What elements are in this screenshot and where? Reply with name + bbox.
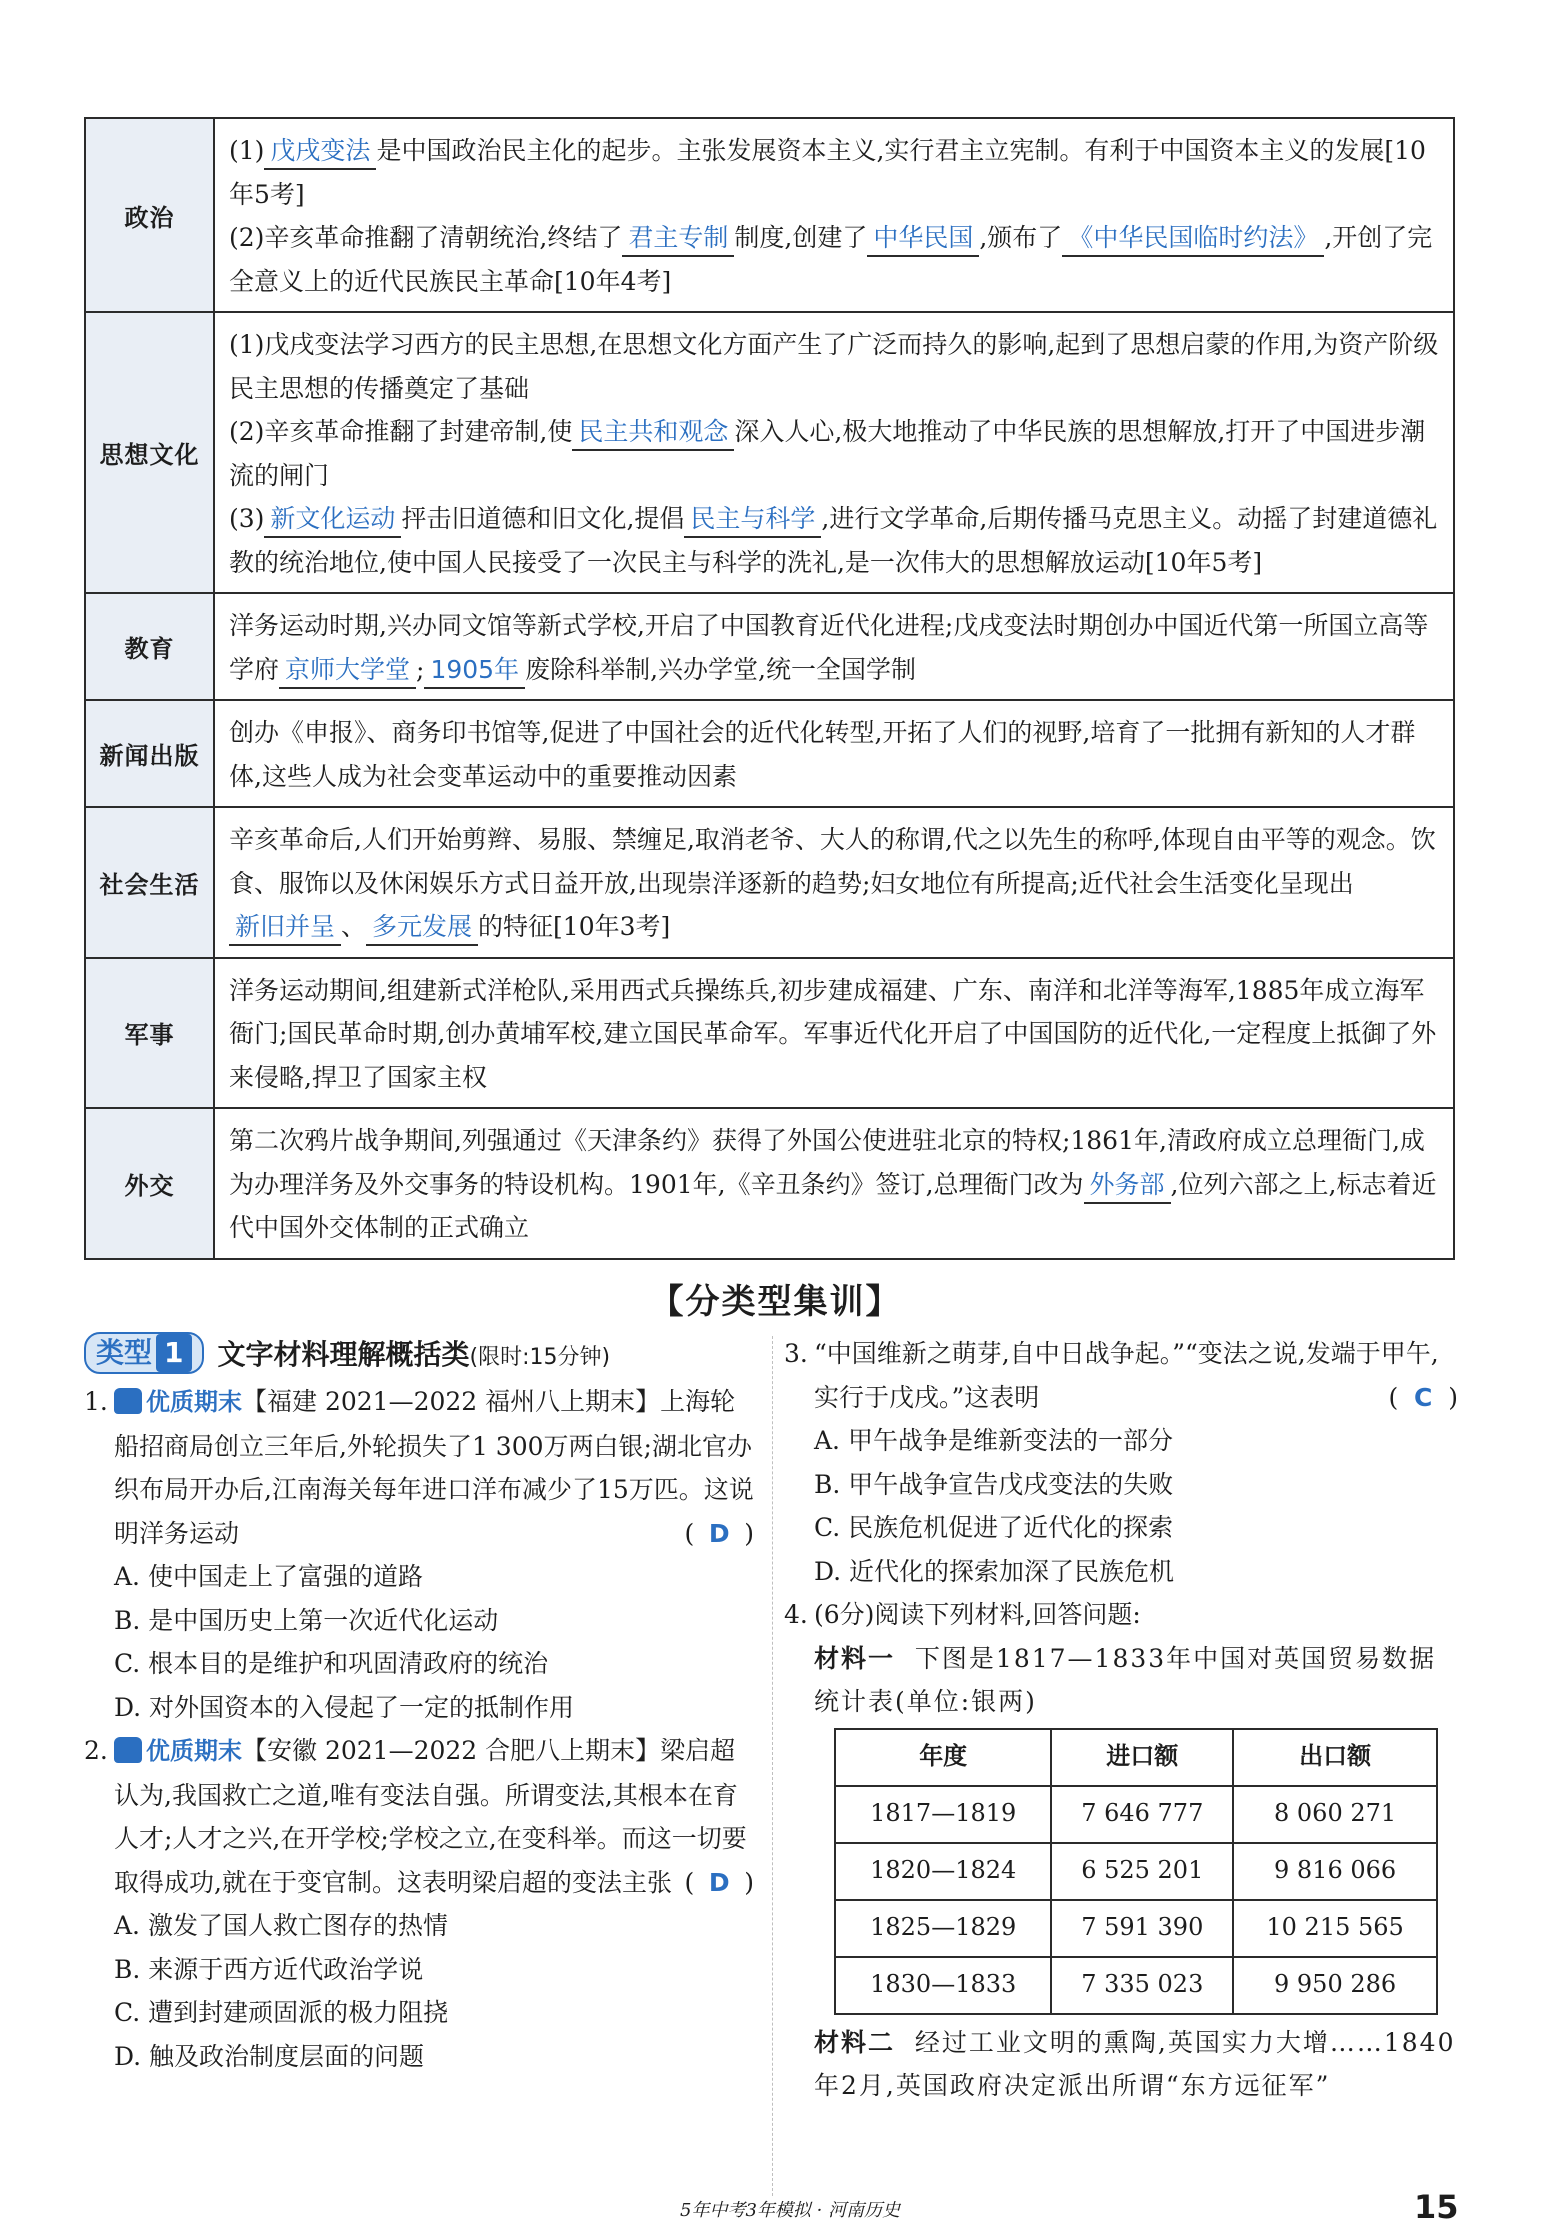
type-section-header (84, 1332, 754, 1374)
table-cell: 9 816 066 (1233, 1843, 1437, 1900)
trade-table (834, 1728, 1438, 2015)
question-2 (84, 1729, 754, 2078)
content-text: 创办《申报》、商务印书馆等,促进了中国社会的近代化转型,开拓了人们的视野,培育了一批拥有新知的人才群体,这些人成为社会变革运动中的重要推动因素 (229, 718, 1416, 791)
type-tag-label: 类型 (96, 1336, 153, 1369)
badge-label: 优质期末 (146, 1737, 242, 1765)
table-cell: 10 215 565 (1233, 1900, 1437, 1957)
thumbs-up-icon (114, 1737, 142, 1763)
material-2-label: 材料二 (814, 2027, 896, 2057)
content-paragraph (229, 410, 1439, 497)
question-intro: (6分)阅读下列材料,回答问题: (814, 1600, 1141, 1629)
content-text: 的特征[10年3考] (478, 912, 671, 941)
row-content (214, 312, 1454, 593)
row-category: 军事 (85, 958, 214, 1109)
answer-blank: 君主专制 (622, 221, 734, 257)
thumbs-up-icon (114, 1388, 142, 1414)
table-header-cell: 进口额 (1051, 1729, 1233, 1786)
content-paragraph (229, 323, 1439, 410)
answer-blank: 外务部 (1084, 1168, 1171, 1204)
content-text: ,位列六部之上,标志着近代中国外交体制的正式确立 (229, 1169, 1437, 1242)
type-number: 1 (156, 1334, 191, 1372)
option: A. 激发了国人救亡图存的热情 (114, 1911, 448, 1940)
row-content (214, 958, 1454, 1109)
table-cell: 1820—1824 (835, 1843, 1051, 1900)
question-4 (784, 1593, 1458, 2108)
content-text: 是中国政治民主化的起步。主张发展资本主义,实行君主立宪制。有利于中国资本主义的发展[10年5考] (229, 136, 1426, 209)
content-paragraph (229, 216, 1439, 303)
content-text: 深入人心,极大地推动了中华民族的思想解放,打开了中国进步潮流的闸门 (229, 417, 1426, 490)
question-source: 【安徽 2021—2022 合肥八上期末】 (242, 1736, 661, 1765)
table-cell: 8 060 271 (1233, 1786, 1437, 1843)
table-row (835, 1957, 1437, 2014)
content-paragraph (229, 1119, 1439, 1250)
content-paragraph (229, 969, 1439, 1100)
question-number: 4. (784, 1600, 808, 1629)
option: D. 对外国资本的入侵起了一定的抵制作用 (114, 1692, 575, 1722)
answer-blank: 民主与科学 (684, 502, 821, 538)
question-number: 1. (84, 1387, 108, 1416)
option: D. 近代化的探索加深了民族危机 (814, 1556, 1175, 1586)
table-cell: 9 950 286 (1233, 1957, 1437, 2014)
question-3 (784, 1332, 1458, 1593)
content-text: 废除科举制,兴办学堂,统一全国学制 (525, 654, 916, 684)
table-row (85, 958, 1454, 1109)
content-paragraph (229, 711, 1439, 798)
option: C. 遭到封建顽固派的极力阻挠 (114, 1998, 449, 2027)
table-row (85, 807, 1454, 958)
answer-blank: 中华民国 (867, 221, 979, 257)
table-row (835, 1900, 1437, 1957)
left-column (84, 1332, 754, 2078)
row-content (214, 700, 1454, 807)
question-number: 3. (784, 1339, 808, 1368)
answer-paren: ( D ) (684, 1512, 754, 1556)
option: D. 触及政治制度层面的问题 (114, 2041, 425, 2071)
material-2-text: 经过工业文明的熏陶,英国实力大增……1840年2月,英国政府决定派出所谓“东方远征军” (814, 2027, 1456, 2100)
content-text: ,颁布了 (979, 223, 1063, 252)
type-heading (218, 1338, 611, 1371)
question-number: 2. (84, 1736, 108, 1765)
option: C. 民族危机促进了近代化的探索 (814, 1513, 1174, 1542)
option: B. 甲午战争宣告戊戌变法的失败 (814, 1469, 1174, 1499)
answer-blank: 民主共和观念 (572, 415, 734, 451)
row-category: 外交 (85, 1108, 214, 1259)
option: C. 根本目的是维护和巩固清政府的统治 (114, 1649, 549, 1678)
table-cell: 1825—1829 (835, 1900, 1051, 1957)
type-time-limit: (限时:15分钟) (469, 1345, 611, 1370)
quality-badge (114, 1381, 242, 1425)
answer-blank: 新旧并呈 (229, 910, 341, 946)
answer-blank: 《中华民国临时约法》 (1062, 221, 1324, 257)
material-1 (784, 1637, 1458, 1724)
material-1-label: 材料一 (814, 1643, 896, 1673)
question-stem: 上海轮船招商局创立三年后,外轮损失了1 300万两白银;湖北官办织布局开办后,江南海关每年进口洋布减少了15万匹。这说明洋务运动 (114, 1387, 754, 1548)
content-text: 制度,创建了 (734, 223, 868, 252)
content-text: (2)辛亥革命推翻了封建帝制,使 (229, 417, 573, 446)
answer-blank: 1905年 (424, 653, 525, 689)
table-cell: 7 335 023 (1051, 1957, 1233, 2014)
table-row (835, 1843, 1437, 1900)
right-column (784, 1332, 1458, 2108)
table-cell: 1830—1833 (835, 1957, 1051, 2014)
row-content (214, 1108, 1454, 1259)
table-cell: 7 646 777 (1051, 1786, 1233, 1843)
type-heading-text: 文字材料理解概括类 (217, 1338, 470, 1371)
question-1 (84, 1380, 754, 1729)
question-source: 【福建 2021—2022 福州八上期末】 (242, 1387, 661, 1416)
answer-letter: D (708, 1867, 730, 1897)
content-text: (2)辛亥革命推翻了清朝统治,终结了 (229, 223, 623, 252)
answer-blank: 京师大学堂 (279, 653, 416, 689)
table-header-row (835, 1729, 1437, 1786)
answer-paren: ( D ) (684, 1861, 754, 1905)
answer-blank: 新文化运动 (264, 502, 401, 538)
row-category: 政治 (85, 118, 214, 312)
table-header-cell: 出口额 (1233, 1729, 1437, 1786)
table-row (85, 312, 1454, 593)
content-paragraph (229, 497, 1439, 584)
answer-paren: ( C ) (1388, 1376, 1458, 1420)
table-row (835, 1786, 1437, 1843)
content-paragraph (229, 129, 1439, 216)
row-category: 新闻出版 (85, 700, 214, 807)
answer-blank: 戊戌变法 (264, 134, 376, 170)
row-category: 思想文化 (85, 312, 214, 593)
table-row (85, 1108, 1454, 1259)
row-content (214, 807, 1454, 958)
row-category: 社会生活 (85, 807, 214, 958)
table-cell: 7 591 390 (1051, 1900, 1233, 1957)
option: B. 是中国历史上第一次近代化运动 (114, 1605, 499, 1635)
table-row (85, 118, 1454, 312)
type-tag (84, 1332, 204, 1374)
table-row (85, 700, 1454, 807)
content-text: (1)戊戌变法学习西方的民主思想,在思想文化方面产生了广泛而持久的影响,起到了思想启蒙的作用,为资产阶级民主思想的传播奠定了基础 (229, 330, 1439, 403)
content-text: 洋务运动期间,组建新式洋枪队,采用西式兵操练兵,初步建成福建、广东、南洋和北洋等海军,1885年成立海军衙门;国民革命时期,创办黄埔军校,建立国民革命军。军事近代化开启了中国国防的近代化,一定程度上抵御了外来侵略,捍卫了国家主权 (229, 975, 1437, 1092)
quality-badge (114, 1730, 242, 1774)
content-text: 第二次鸦片战争期间,列强通过《天津条约》获得了外国公使进驻北京的特权;1861年,清政府成立总理衙门,成为办理洋务及外交事务的特设机构。1901年,《辛丑条约》签订,总理衙门改为 (229, 1126, 1425, 1199)
column-divider (772, 1336, 773, 2196)
footer-text: 5年中考3年模拟 · 河南历史 (680, 2200, 901, 2221)
row-content (214, 593, 1454, 700)
question-stem: 梁启超认为,我国救亡之道,唯有变法自强。所谓变法,其根本在育人才;人才之兴,在开学校;学校之立,在变科举。而这一切要取得成功,就在于变官制。这表明梁启超的变法主张 (114, 1736, 747, 1897)
content-paragraph (229, 604, 1439, 691)
row-content (214, 118, 1454, 312)
topic-table (84, 117, 1455, 1260)
answer-letter: C (1414, 1382, 1433, 1412)
table-row (85, 593, 1454, 700)
option: B. 来源于西方近代政治学说 (114, 1954, 424, 1984)
table-cell: 1817—1819 (835, 1786, 1051, 1843)
material-2 (784, 2021, 1458, 2108)
option: A. 甲午战争是维新变法的一部分 (814, 1426, 1173, 1455)
material-1-text: 下图是1817—1833年中国对英国贸易数据统计表(单位:银两) (814, 1643, 1437, 1716)
content-text: 、 (341, 912, 367, 941)
content-text: ,进行文学革命,后期传播马克思主义。动摇了封建道德礼教的统治地位,使中国人民接受了一次民主与科学的洗礼,是一次伟大的思想解放运动[10年5考] (229, 504, 1438, 577)
table-header-cell: 年度 (835, 1729, 1051, 1786)
option: A. 使中国走上了富强的道路 (114, 1562, 423, 1591)
content-paragraph (229, 818, 1439, 949)
content-text: (3) (229, 504, 265, 533)
table-cell: 6 525 201 (1051, 1843, 1233, 1900)
answer-letter: D (708, 1518, 730, 1548)
content-text: ,开创了完全意义上的近代民族民主革命[10年4考] (229, 223, 1433, 296)
content-text: ; (416, 654, 425, 684)
content-text: 辛亥革命后,人们开始剪辫、易服、禁缠足,取消老爷、大人的称谓,代之以先生的称呼,体现自由平等的观念。饮食、服饰以及休闲娱乐方式日益开放,出现崇洋逐新的趋势;妇女地位有所提高;近代社会生活变化呈现出 (229, 825, 1436, 898)
page-number: 15 (1414, 2188, 1459, 2226)
content-text: 抨击旧道德和旧文化,提倡 (401, 504, 685, 533)
answer-blank: 多元发展 (366, 910, 478, 946)
section-title: 【分类型集训】 (649, 1282, 902, 1322)
content-text: (1) (229, 136, 265, 165)
question-stem: “中国维新之萌芽,自中日战争起。”“变法之说,发端于甲午,实行于戊戌。”这表明 (814, 1339, 1439, 1412)
badge-label: 优质期末 (146, 1388, 242, 1416)
row-category: 教育 (85, 593, 214, 700)
content-text: 洋务运动时期,兴办同文馆等新式学校,开启了中国教育近代化进程;戊戌变法时期创办中国近代第一所国立高等学府 (229, 611, 1429, 684)
